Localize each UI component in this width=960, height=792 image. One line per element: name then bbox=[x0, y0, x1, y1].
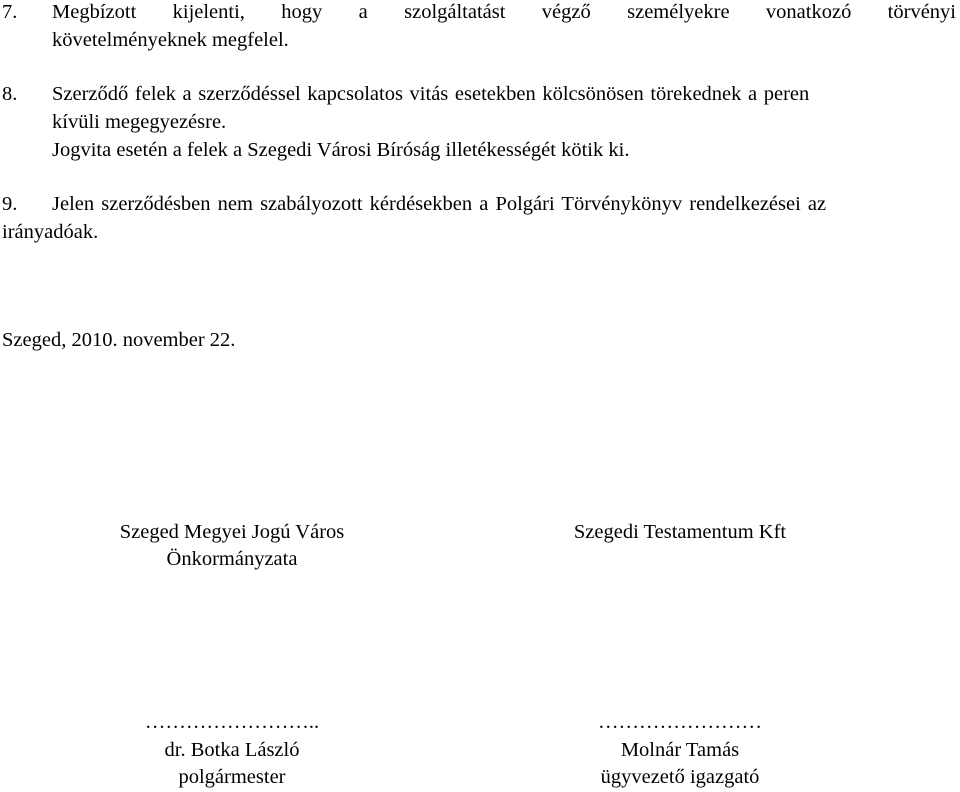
signatory-right-signature-line: …………………… bbox=[598, 711, 762, 733]
clause-7-line-1 bbox=[52, 0, 956, 24]
clause-8-line-2: kívüli megegyezésre. bbox=[52, 111, 227, 133]
clause-9-line-1: Jelen szerződésben nem szabályozott kérdésekben a Polgári Törvénykönyv rendelkezései az bbox=[52, 193, 827, 215]
signatory-left-title: polgármester bbox=[178, 766, 286, 788]
signatory-left-org-line-1: Szeged Megyei Jogú Város bbox=[119, 521, 345, 543]
clause-9-number: 9. bbox=[2, 193, 18, 215]
clause-8-number: 8. bbox=[2, 83, 18, 105]
signatory-left-org-line-2: Önkormányzata bbox=[166, 548, 298, 570]
signatory-right-org-line-1: Szegedi Testamentum Kft bbox=[573, 521, 787, 543]
signatory-left-signature-line: …………………….. bbox=[144, 711, 320, 733]
clause-8-line-1: Szerződő felek a szerződéssel kapcsolatos vitás esetekben kölcsönösen törekednek a peren bbox=[52, 83, 810, 105]
clause-7-number: 7. bbox=[2, 1, 18, 23]
clause-7-line-2: követelményeknek megfelel. bbox=[52, 29, 289, 51]
clause-7-text-1: Megbízott kijelenti, hogy a szolgáltatást végző személyekre vonatkozó törvényi bbox=[52, 1, 956, 23]
place-date: Szeged, 2010. november 22. bbox=[2, 329, 236, 351]
signatory-left-name: dr. Botka László bbox=[164, 739, 300, 761]
clause-8-line-3: Jogvita esetén a felek a Szegedi Városi Bíróság illetékességét kötik ki. bbox=[52, 139, 630, 161]
clause-9-line-2: irányadóak. bbox=[2, 221, 99, 243]
signatory-right-title: ügyvezető igazgató bbox=[600, 766, 760, 788]
signatory-right-name: Molnár Tamás bbox=[620, 739, 740, 761]
